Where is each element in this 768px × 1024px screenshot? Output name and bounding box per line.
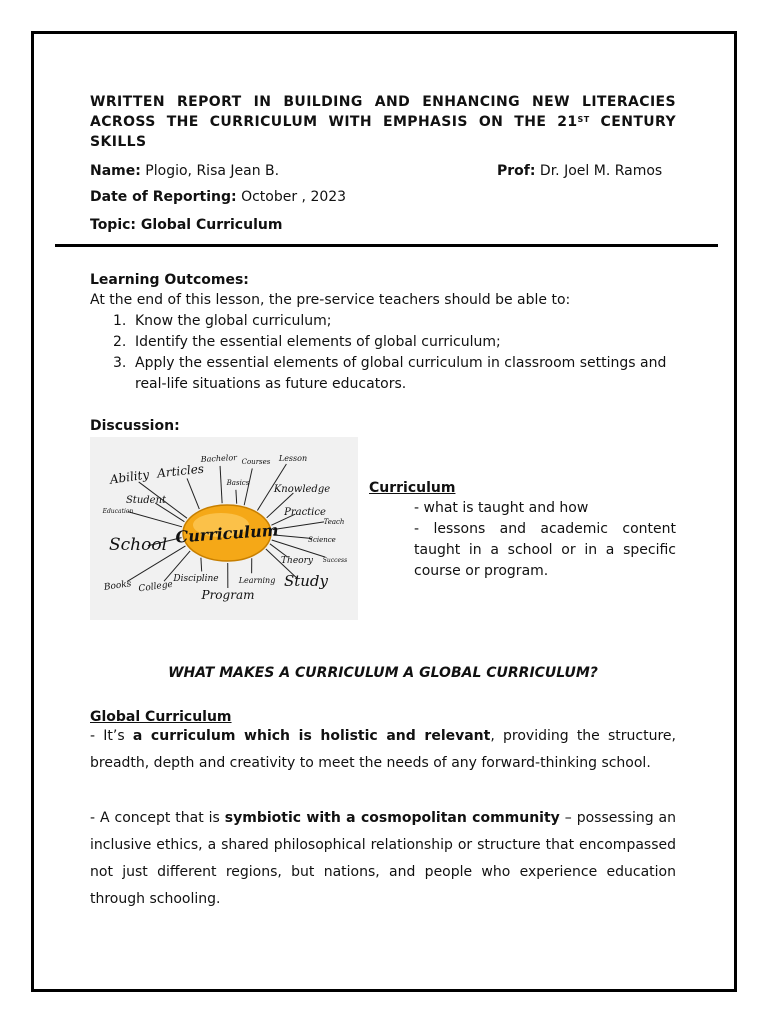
curriculum-word-map-image bbox=[90, 437, 358, 620]
date-line bbox=[90, 187, 346, 207]
word-map-word: Theory bbox=[281, 556, 313, 566]
learning-outcomes-intro: At the end of this lesson, the pre-service teachers should be able to: bbox=[90, 292, 571, 308]
word-map-word: Knowledge bbox=[273, 484, 331, 495]
global-curriculum-paragraph-1: - It’s a curriculum which is holistic and relevant, providing the structure, breadth, depth and creativity to meet the needs of any forward-thinking school. bbox=[90, 728, 676, 771]
word-map-word: Basics bbox=[226, 479, 250, 487]
word-map-arrow bbox=[236, 490, 237, 504]
word-map-word: Courses bbox=[241, 458, 271, 466]
prof-line bbox=[497, 161, 662, 181]
prof-label: Prof: bbox=[497, 163, 536, 179]
word-map-word: Lesson bbox=[278, 454, 308, 463]
word-map-word: Study bbox=[283, 572, 329, 590]
learning-outcome-item bbox=[90, 311, 680, 332]
word-map-word: Science bbox=[308, 536, 336, 544]
date-label: Date of Reporting: bbox=[90, 189, 237, 205]
section-question: WHAT MAKES A CURRICULUM A GLOBAL CURRICULUM? bbox=[168, 665, 598, 681]
word-map-center-word: Curriculum bbox=[174, 520, 280, 547]
word-map-arrow bbox=[273, 522, 324, 530]
word-map-word: Student bbox=[125, 495, 167, 506]
learning-outcomes-list bbox=[90, 311, 680, 395]
learning-outcome-text: Identify the essential elements of global curriculum; bbox=[135, 334, 501, 350]
word-map-arrow bbox=[187, 478, 199, 509]
topic-label: Topic: Global Curriculum bbox=[90, 217, 283, 233]
curriculum-definition-1: - what is taught and how bbox=[414, 500, 589, 516]
word-map-word: College bbox=[137, 579, 174, 595]
word-map-word: Bachelor bbox=[200, 453, 238, 464]
word-map-word: Teach bbox=[323, 518, 345, 526]
date-value: October , 2023 bbox=[236, 189, 347, 205]
header-divider bbox=[55, 244, 718, 247]
learning-outcome-text: Apply the essential elements of global curriculum in classroom settings and real-life situations as future educators. bbox=[135, 355, 667, 392]
learning-outcome-text: Know the global curriculum; bbox=[135, 313, 332, 329]
word-map-word: Success bbox=[322, 557, 348, 564]
word-map-word: School bbox=[108, 535, 168, 555]
global-curriculum-heading: Global Curriculum bbox=[90, 709, 232, 725]
word-map-word: Learning bbox=[238, 576, 276, 585]
discussion-heading: Discussion: bbox=[90, 418, 180, 434]
word-map-word: Books bbox=[103, 579, 133, 593]
learning-outcome-number: 3. bbox=[113, 355, 127, 371]
curriculum-definition-2: - lessons and academic content taught in a school or in a specific course or program. bbox=[414, 521, 676, 579]
name-label: Name: bbox=[90, 163, 141, 179]
learning-outcome-item bbox=[90, 353, 680, 395]
learning-outcomes-heading: Learning Outcomes: bbox=[90, 272, 249, 288]
learning-outcome-number: 1. bbox=[113, 313, 127, 329]
report-title: WRITTEN REPORT IN BUILDING AND ENHANCING NEW LITERACIES ACROSS THE CURRICULUM WITH EMPHASIS ON THE 21ST CENTURY SKILLS bbox=[90, 94, 676, 150]
topic-line bbox=[90, 215, 282, 235]
word-map-arrow bbox=[128, 512, 182, 527]
learning-outcome-item bbox=[90, 332, 680, 353]
word-map-arrow bbox=[201, 558, 202, 572]
learning-outcome-number: 2. bbox=[113, 334, 127, 350]
prof-value: Dr. Joel M. Ramos bbox=[535, 163, 663, 179]
word-map-word: Ability bbox=[108, 467, 150, 487]
word-map-word: Articles bbox=[156, 461, 205, 481]
word-map-word: Program bbox=[201, 588, 255, 602]
word-map-word: Education bbox=[102, 508, 134, 515]
word-map-word: Practice bbox=[284, 507, 326, 518]
global-curriculum-paragraph-2: - A concept that is symbiotic with a cosmopolitan community – possessing an inclusive ethics, a shared philosophical relationship or structure that encompassed not just different regions, but nations, and people who experience education through schooling. bbox=[90, 810, 676, 907]
name-value: Plogio, Risa Jean B. bbox=[140, 163, 280, 179]
word-map-arrow bbox=[220, 466, 222, 503]
name-line bbox=[90, 161, 279, 181]
word-map-word: Discipline bbox=[173, 574, 219, 584]
curriculum-heading: Curriculum bbox=[369, 480, 456, 496]
